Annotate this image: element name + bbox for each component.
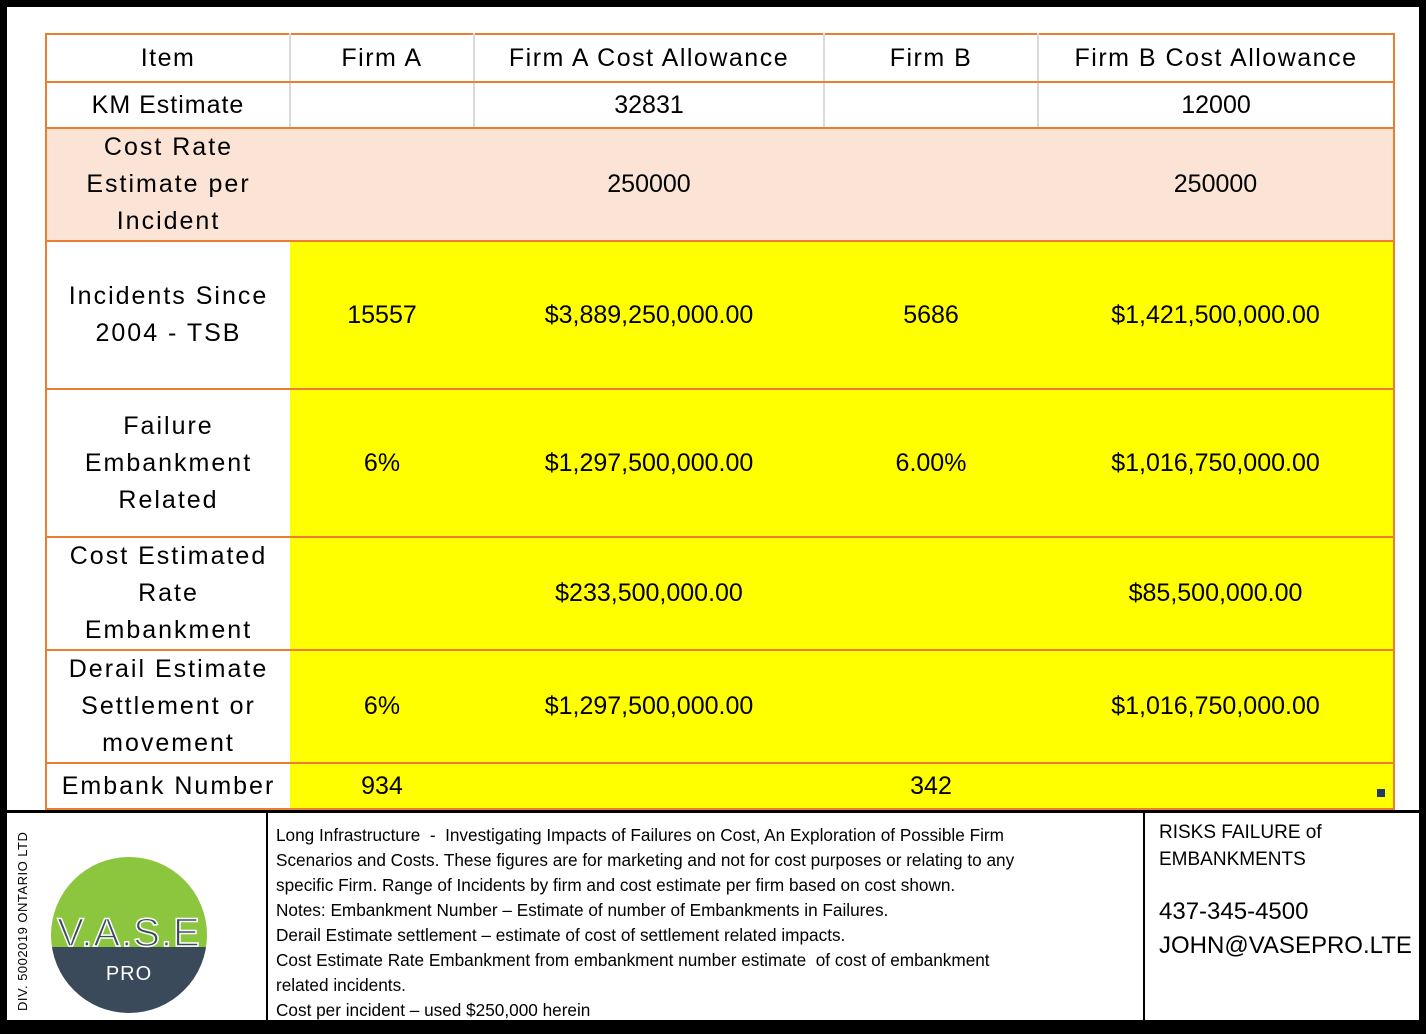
cell-firm-a-cost: $233,500,000.00 (474, 537, 824, 650)
header-firm-a-cost: Firm A Cost Allowance (474, 34, 824, 82)
cost-comparison-table (45, 33, 1395, 810)
cell-firm-b-cost: $1,016,750,000.00 (1038, 650, 1394, 763)
spreadsheet-area (7, 7, 1419, 810)
table-row (46, 241, 1394, 389)
table-row (46, 763, 1394, 809)
header-firm-b-cost: Firm B Cost Allowance (1038, 34, 1394, 82)
cell-firm-b: 5686 (824, 241, 1038, 389)
cell-firm-b-cost: $1,016,750,000.00 (1038, 389, 1394, 537)
cell-firm-a: 6% (290, 650, 474, 763)
company-vertical-text: DIV. 5002019 ONTARIO LTD (15, 831, 30, 1011)
cell-firm-b-cost: 12000 (1038, 82, 1394, 128)
resize-handle[interactable] (1377, 789, 1385, 797)
contact-title-line: RISKS FAILURE of (1159, 822, 1322, 843)
notes-line: Cost per incident – used $250,000 herein (276, 1000, 591, 1020)
cell-firm-b: 342 (824, 763, 1038, 809)
row-label: Failure Embankment Related (46, 389, 290, 537)
logo-name: V.A.S.E (57, 911, 201, 955)
cell-firm-a (290, 82, 474, 128)
contact-email: JOHN@VASEPRO.LTE (1159, 932, 1412, 959)
logo-panel (7, 813, 264, 1020)
cell-firm-b (824, 82, 1038, 128)
contact-title-line: EMBANKMENTS (1159, 849, 1306, 870)
header-firm-a: Firm A (290, 34, 474, 82)
header-item: Item (46, 34, 290, 82)
cell-firm-a (290, 128, 474, 241)
cell-firm-a-cost: 250000 (474, 128, 824, 241)
header-firm-b: Firm B (824, 34, 1038, 82)
cell-firm-a-cost (474, 763, 824, 809)
table-row (46, 389, 1394, 537)
cell-firm-a: 15557 (290, 241, 474, 389)
row-label: Cost Rate Estimate per Incident (46, 128, 290, 241)
notes-line: Notes: Embankment Number – Estimate of number of Embankments in Failures. (276, 900, 889, 920)
notes-line: Cost Estimate Rate Embankment from embankment number estimate of cost of embankment (276, 950, 990, 970)
logo-sub: PRO (105, 963, 153, 985)
notes-line: specific Firm. Range of Incidents by firm and cost estimate per firm based on cost shown. (276, 875, 956, 895)
cell-firm-a (290, 537, 474, 650)
table-row (46, 537, 1394, 650)
cell-firm-b (824, 537, 1038, 650)
row-label: Incidents Since 2004 - TSB (46, 241, 290, 389)
cell-firm-a: 6% (290, 389, 474, 537)
table-row (46, 82, 1394, 128)
cell-firm-b-cost: $1,421,500,000.00 (1038, 241, 1394, 389)
notes-line: Long Infrastructure - Investigating Impacts of Failures on Cost, An Exploration of Possible Firm (276, 825, 1004, 845)
row-label: KM Estimate (46, 82, 290, 128)
footer-panel (7, 813, 1419, 1020)
notes-line: related incidents. (276, 975, 406, 995)
notes-line: Scenarios and Costs. These figures are for marketing and not for cost purposes or relating to any (276, 850, 1015, 870)
cell-firm-b-cost: $85,500,000.00 (1038, 537, 1394, 650)
contact-phone: 437-345-4500 (1159, 898, 1309, 925)
notes-text (276, 823, 1136, 1023)
cell-firm-a-cost: $1,297,500,000.00 (474, 650, 824, 763)
contact-panel (1159, 819, 1414, 963)
cell-firm-b-cost (1038, 763, 1394, 809)
cell-firm-a-cost: $3,889,250,000.00 (474, 241, 824, 389)
row-label: Derail Estimate Settlement or movement (46, 650, 290, 763)
cell-firm-b (824, 128, 1038, 241)
vase-pro-logo (51, 857, 207, 1013)
cell-firm-b-cost: 250000 (1038, 128, 1394, 241)
table-row (46, 128, 1394, 241)
divider (266, 813, 268, 1020)
cell-firm-b (824, 650, 1038, 763)
header-row (46, 34, 1394, 82)
notes-line: Derail Estimate settlement – estimate of cost of settlement related impacts. (276, 925, 846, 945)
table-row (46, 650, 1394, 763)
cell-firm-a: 934 (290, 763, 474, 809)
cell-firm-b: 6.00% (824, 389, 1038, 537)
divider (1143, 813, 1145, 1020)
row-label: Cost Estimated Rate Embankment (46, 537, 290, 650)
cell-firm-a-cost: 32831 (474, 82, 824, 128)
cell-firm-a-cost: $1,297,500,000.00 (474, 389, 824, 537)
row-label: Embank Number (46, 763, 290, 809)
